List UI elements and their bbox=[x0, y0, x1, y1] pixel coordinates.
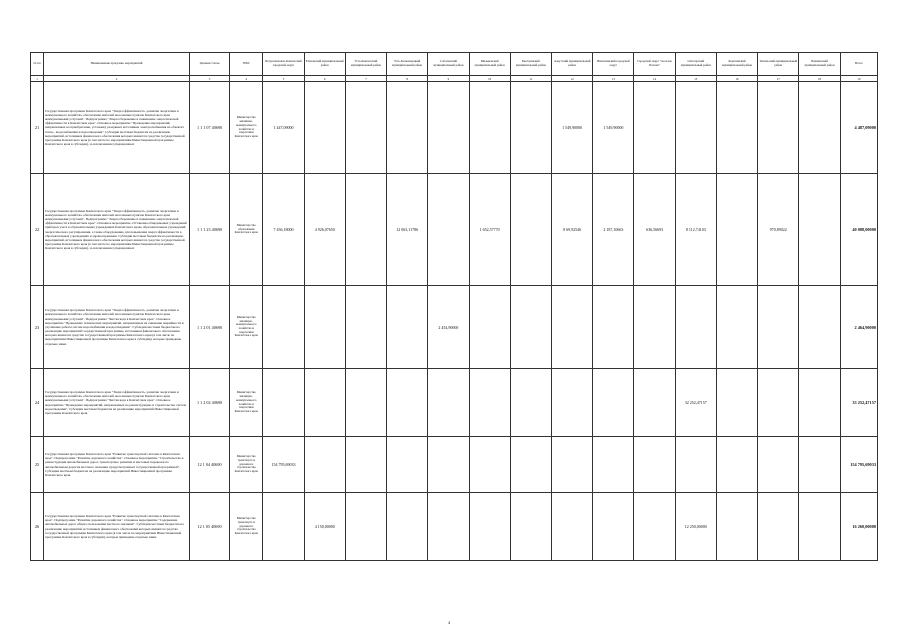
amount-cell bbox=[758, 82, 799, 174]
total-cell: 33 252,47157 bbox=[840, 369, 877, 437]
column-header: Алеутский муниципальный район bbox=[551, 53, 592, 76]
page-number: 4 bbox=[448, 620, 450, 625]
column-header: Карагинский муниципальный район bbox=[716, 53, 757, 76]
measure-description: Государственная программа Камчатского края "Энергоэффективность, развитие энергетики и коммунального хозяйства, обеспечение жителей населенных пунктов Камчатского края коммунальными услугами". Подпрограмма "Чистая вода в Камчатском крае". Основное мероприятие "Проведение мероприятий, направленных на реконструкцию и строительство систем водоотведения". Субсидии местным бюджетам на реализацию мероприятий Инвестиционной программы Камчатского края. bbox=[44, 369, 190, 437]
amount-cell: 154 795,69033 bbox=[263, 437, 304, 493]
amount-cell: 2 454,90000 bbox=[428, 286, 469, 369]
amount-cell bbox=[551, 493, 592, 561]
column-header: Усть-Камчатский муниципальный район bbox=[345, 53, 386, 76]
amount-cell: 32 252,47157 bbox=[675, 369, 716, 437]
measure-description: Государственная программа Камчатского края "Энергоэффективность, развитие энергетики и коммунального хозяйства, обеспечение жителей населенных пунктов Камчатского края коммунальными услугами". Подпрограмма "Энергосбережение и повышение энергетической эффективности в Камчатском крае". Основное мероприятие "Проведение мероприятий, направленных на приобретение, установку резервных источников электроснабжения на объектах тепло-, водоснабжения и водоотведения". Субсидии местным бюджетам на реализацию мероприятий, источником финансового обеспечения которых являются средства государственной программы Камчатского края (в том числе по мероприятиям Инвестиционной программы Камчатского края в субсидии), за исключением утвержденных bbox=[44, 82, 190, 174]
total-cell: 40 088,00000 bbox=[840, 174, 877, 286]
grbs-cell: Министерство жилищно-коммунального хозяйства и энергетики Камчатского края bbox=[230, 286, 263, 369]
amount-cell bbox=[304, 286, 345, 369]
amount-cell bbox=[469, 82, 510, 174]
column-header: ГРБС bbox=[230, 53, 263, 76]
column-header: Соболевский муниципальный район bbox=[428, 53, 469, 76]
column-header: Городской округ "поселок Палана" bbox=[634, 53, 675, 76]
amount-cell bbox=[634, 437, 675, 493]
column-number: 15 bbox=[675, 76, 716, 82]
grbs-cell: Министерство транспорта и дорожного строительства Камчатского края bbox=[230, 437, 263, 493]
amount-cell bbox=[510, 286, 551, 369]
amount-cell bbox=[345, 174, 386, 286]
amount-cell bbox=[799, 369, 840, 437]
grbs-cell: Министерство жилищно-коммунального хозяйства и энергетики Камчатского края bbox=[230, 82, 263, 174]
amount-cell bbox=[758, 493, 799, 561]
amount-cell bbox=[304, 369, 345, 437]
amount-cell bbox=[469, 437, 510, 493]
amount-cell bbox=[345, 286, 386, 369]
amount-cell bbox=[758, 369, 799, 437]
row-number: 26 bbox=[31, 493, 44, 561]
amount-cell bbox=[799, 437, 840, 493]
amount-cell bbox=[428, 437, 469, 493]
amount-cell bbox=[345, 493, 386, 561]
measure-description: Государственная программа Камчатского края "Развитие транспортной системы в Камчатском крае". Подпрограмма "Развитие дорожного хозяйства". Основное мероприятие "Строительство и реконструкция автомобильных дорог, транспортное развитие и массовых перевозок по автомобильным дорогам местного значения, предусмотренных государственной программой". Субсидии местным бюджетам на реализацию мероприятий Инвестиционной программы Камчатского края. bbox=[44, 437, 190, 493]
amount-cell bbox=[387, 493, 428, 561]
header-row bbox=[31, 53, 878, 76]
amount-cell: 970,89022 bbox=[758, 174, 799, 286]
table-row bbox=[31, 493, 878, 561]
column-header: Наименование программ, мероприятий bbox=[44, 53, 190, 76]
amount-cell bbox=[799, 174, 840, 286]
column-number: 2 bbox=[44, 76, 190, 82]
column-number: 4 bbox=[230, 76, 263, 82]
amount-cell bbox=[551, 286, 592, 369]
amount-cell bbox=[345, 437, 386, 493]
amount-cell bbox=[304, 437, 345, 493]
amount-cell bbox=[799, 82, 840, 174]
column-header: Петропавловск-Камчатский городской округ bbox=[263, 53, 304, 76]
amount-cell: 1 549,90000 bbox=[551, 82, 592, 174]
amount-cell bbox=[593, 286, 634, 369]
amount-cell bbox=[634, 493, 675, 561]
column-number: 6 bbox=[304, 76, 345, 82]
grbs-cell: Министерство образования Камчатского края bbox=[230, 174, 263, 286]
target-article-code: 1 1 2 01 40690 bbox=[189, 286, 229, 369]
amount-cell: 1 549,90000 bbox=[593, 82, 634, 174]
column-number: 1 bbox=[31, 76, 44, 82]
column-header: № пп bbox=[31, 53, 44, 76]
amount-cell bbox=[593, 493, 634, 561]
amount-cell bbox=[469, 369, 510, 437]
amount-cell bbox=[469, 493, 510, 561]
column-number: 13 bbox=[593, 76, 634, 82]
total-cell: 16 260,00000 bbox=[840, 493, 877, 561]
total-cell: 2 464,90000 bbox=[840, 286, 877, 369]
row-number: 24 bbox=[31, 369, 44, 437]
column-number: 5 bbox=[263, 76, 304, 82]
amount-cell: 1 652,57770 bbox=[469, 174, 510, 286]
grbs-cell: Министерство жилищно-коммунального хозяйства и энергетики Камчатского края bbox=[230, 369, 263, 437]
amount-cell bbox=[387, 369, 428, 437]
row-number: 23 bbox=[31, 286, 44, 369]
column-number: 17 bbox=[758, 76, 799, 82]
amount-cell: 12 250,00000 bbox=[675, 493, 716, 561]
amount-cell bbox=[799, 286, 840, 369]
column-number: 16 bbox=[716, 76, 757, 82]
amount-cell bbox=[716, 369, 757, 437]
amount-cell bbox=[345, 82, 386, 174]
amount-cell bbox=[675, 286, 716, 369]
amount-cell bbox=[675, 437, 716, 493]
amount-cell bbox=[428, 369, 469, 437]
column-header: Усть-Большерецкий муниципальный район bbox=[387, 53, 428, 76]
grbs-cell: Министерство транспорта и дорожного строительства Камчатского края bbox=[230, 493, 263, 561]
amount-cell bbox=[263, 493, 304, 561]
table-row bbox=[31, 437, 878, 493]
column-number: 3 bbox=[189, 76, 229, 82]
amount-cell bbox=[593, 369, 634, 437]
amount-cell bbox=[428, 82, 469, 174]
amount-cell: 4 926,07650 bbox=[304, 174, 345, 286]
amount-cell bbox=[716, 437, 757, 493]
amount-cell bbox=[675, 82, 716, 174]
column-header: Елизовский муниципальный район bbox=[304, 53, 345, 76]
amount-cell bbox=[345, 369, 386, 437]
amount-cell bbox=[304, 82, 345, 174]
amount-cell bbox=[758, 437, 799, 493]
row-number: 25 bbox=[31, 437, 44, 493]
amount-cell bbox=[510, 437, 551, 493]
amount-cell: 8 112,74103 bbox=[675, 174, 716, 286]
column-number: 12 bbox=[551, 76, 592, 82]
amount-cell: 7 436,18000 bbox=[263, 174, 304, 286]
table-row bbox=[31, 286, 878, 369]
column-number: 14 bbox=[634, 76, 675, 82]
amount-cell: 2 187,10663 bbox=[593, 174, 634, 286]
amount-cell bbox=[634, 82, 675, 174]
amount-cell bbox=[510, 493, 551, 561]
amount-cell: 8 69,92546 bbox=[551, 174, 592, 286]
table-row bbox=[31, 369, 878, 437]
amount-cell: 4 150,00000 bbox=[304, 493, 345, 561]
table-row bbox=[31, 82, 878, 174]
column-number: 9 bbox=[428, 76, 469, 82]
amount-cell bbox=[469, 286, 510, 369]
column-number: 11 bbox=[510, 76, 551, 82]
amount-cell bbox=[716, 493, 757, 561]
column-number: 10 bbox=[469, 76, 510, 82]
row-number: 22 bbox=[31, 174, 44, 286]
total-cell: 4 487,09000 bbox=[840, 82, 877, 174]
column-number: 19 bbox=[840, 76, 877, 82]
amount-cell bbox=[387, 286, 428, 369]
target-article-code: 1 1 2 02 40690 bbox=[189, 369, 229, 437]
amount-cell bbox=[263, 369, 304, 437]
amount-cell bbox=[387, 82, 428, 174]
amount-cell bbox=[510, 369, 551, 437]
subsidy-distribution-table bbox=[30, 52, 878, 561]
amount-cell bbox=[428, 493, 469, 561]
column-header: Всего bbox=[840, 53, 877, 76]
row-number: 21 bbox=[31, 82, 44, 174]
amount-cell bbox=[263, 286, 304, 369]
amount-cell bbox=[510, 174, 551, 286]
column-number: 7 bbox=[345, 76, 386, 82]
amount-cell bbox=[799, 493, 840, 561]
column-header: Тигильский муниципальный район bbox=[758, 53, 799, 76]
amount-cell: 12 063,11786 bbox=[387, 174, 428, 286]
column-header: Мильковский муниципальный район bbox=[469, 53, 510, 76]
column-header: Целевая статья bbox=[189, 53, 229, 76]
column-header: Быстринский муниципальный район bbox=[510, 53, 551, 76]
table-body bbox=[31, 82, 878, 561]
column-header: Вилючинский городской округ bbox=[593, 53, 634, 76]
column-number: 8 bbox=[387, 76, 428, 82]
table-row bbox=[31, 174, 878, 286]
amount-cell bbox=[716, 174, 757, 286]
amount-cell bbox=[387, 437, 428, 493]
column-header: Пенжинский муниципальный район bbox=[799, 53, 840, 76]
target-article-code: 12 1 05 40690 bbox=[189, 493, 229, 561]
amount-cell bbox=[593, 437, 634, 493]
column-number: 18 bbox=[799, 76, 840, 82]
measure-description: Государственная программа Камчатского края "Энергоэффективность, развитие энергетики и коммунального хозяйства, обеспечение жителей населенных пунктов Камчатского края коммунальными услугами". Подпрограмма "Чистая вода в Камчатском крае". Основное мероприятие "Проведение технических мероприятий, направленных на снижение аварийности и улучшение работы систем водоснабжения и водоотведения". Субсидии местным бюджетам на реализацию мероприятий государственной программы, источником финансового обеспечения которых являются средства государственной программы Камчатского края (в том числе по мероприятиям Инвестиционной программы Камчатского края в субсидии), которые приведены отдельно ниже. bbox=[44, 286, 190, 369]
target-article-code: 12 1 04 40690 bbox=[189, 437, 229, 493]
target-article-code: 1 1 1 07 40690 bbox=[189, 82, 229, 174]
target-article-code: 1 1 1 23 40690 bbox=[189, 174, 229, 286]
measure-description: Государственная программа Камчатского края "Развитие транспортной системы в Камчатском крае". Подпрограмма "Развитие дорожного хозяйства". Основное мероприятие "Содержание автомобильных дорог общего пользования местного значения". Субсидии местным бюджетам на реализацию мероприятий, источником финансового обеспечения которых являются средства государственной программы Камчатского края (в том числе по мероприятиям Инвестиционной программы Камчатского края в субсидии), которые приведены отдельно ниже. bbox=[44, 493, 190, 561]
amount-cell bbox=[428, 174, 469, 286]
amount-cell: 1 447,09000 bbox=[263, 82, 304, 174]
amount-cell bbox=[634, 369, 675, 437]
amount-cell bbox=[716, 82, 757, 174]
measure-description: Государственная программа Камчатского края "Энергоэффективность, развитие энергетики и коммунального хозяйства, обеспечение жителей населенных пунктов Камчатского края коммунальными услугами". Подпрограмма "Энергосбережение и повышение энергетической эффективности в Камчатском крае". Основное мероприятие «Установка общедомовых учреждений приборов учета в образовательных учреждениях Камчатского края» образовательных учреждений энергетического регулирования, а также оборудованию для повышения энергоэффективности в образовательных учреждениях и здравоохранения. Субсидии местным бюджетам на реализацию мероприятий, источником финансового обеспечения которых являются средства государственной программы Камчатского края (в том числе по мероприятиям Инвестиционной программы Камчатского края в субсидии), за исключением утвержденных bbox=[44, 174, 190, 286]
amount-cell: 636,56693 bbox=[634, 174, 675, 286]
column-header: Олюторский муниципальный район bbox=[675, 53, 716, 76]
amount-cell bbox=[551, 437, 592, 493]
amount-cell bbox=[634, 286, 675, 369]
amount-cell bbox=[510, 82, 551, 174]
amount-cell bbox=[716, 286, 757, 369]
amount-cell bbox=[758, 286, 799, 369]
amount-cell bbox=[551, 369, 592, 437]
total-cell: 154 795,69033 bbox=[840, 437, 877, 493]
